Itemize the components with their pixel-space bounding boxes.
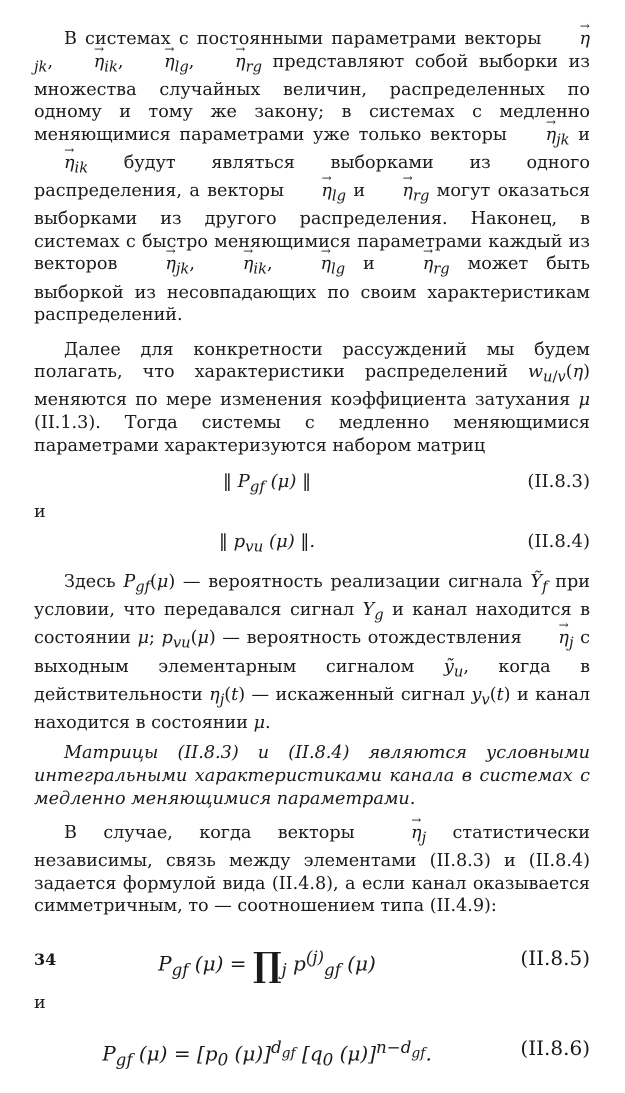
- page-number: 34: [34, 950, 57, 969]
- paragraph-2: Далее для конкретности рассуждений мы будем полагать, что характеристики распределений $w_{u/v}(\eta)$ меняются по мере изменения коэффициента затухания μ (II.1.3). Тогда системы с медленно меняющимися параметрами характеризуются набором матриц: [34, 339, 590, 456]
- paragraph-3: Здесь $P_{gf}(\mu)$ — вероятность реализации сигнала Ỹ$_f$ при условии, что передавался сигнал $Y_g$ и канал находится в состоянии μ; $p_{vu}(\mu)$ — вероятность отождествления → $\eta_j$ с выходным элементарным сигналом ỹ$_u$, когда в действительности $\eta_j(t)$ — искаженный сигнал $y_v(t)$ и канал находится в состоянии μ.: [34, 571, 590, 734]
- paragraph-5: В случае, когда векторы → $\eta_j$ статистически независимы, связь между элементами (II.8.3) и (II.8.4) задается формулой вида (II.4.8), а если канал оказывается симметричным, то — соотношением типа (II.4.9):: [34, 822, 590, 918]
- equation-number: (II.8.3): [527, 471, 590, 493]
- paragraph-1: В системах с постоянными параметрами векторы → $\eta_{jk}$, → $\eta_{ik}$, → $\eta_{lg}$, → $\eta_{rg}$ представляют собой выборки из множества случайных величин, распределенных по одному и тому же закону; в системах с медленно меняющимися параметрами уже только векторы → $\eta_{jk}$ $и \to \eta_{ik}$ будут являться выборками из одного распределения, а векторы → $\eta_{lg}$ $и \to \eta_{rg}$ могут оказаться выборками из другого распределения. Наконец, в системах с быстро меняющимися параметрами каждый из векторов → $\eta_{jk}$, → $\eta_{ik}$, → $\eta_{lg}$ $и \to \eta_{rg}$ может быть выборкой из несовпадающих по своим характеристикам распределений.: [34, 28, 590, 327]
- conjunction-and: и: [34, 502, 46, 523]
- equation-number: (II.8.6): [520, 1036, 590, 1060]
- equation-II-8-5: $P_{gf}$ $(\mu) = \prod_j$ $p^{(j)}_{gf}$ (μ) (II.8.5): [34, 926, 590, 990]
- equation-II-8-6: $P_{gf}$ $(\mu) = [p_0$ (μ)]$^{d_{gf}}$ [$q_0$ (μ)]$^{n-d_{gf}}$. (II.8.6): [34, 1016, 590, 1080]
- equation-number: (II.8.5): [520, 946, 590, 970]
- equation-number: (II.8.4): [527, 531, 590, 553]
- conjunction-and: и: [34, 993, 46, 1013]
- equation-II-8-4: ‖ $p_{vu}$ (μ) ‖. (II.8.4): [34, 525, 590, 559]
- product-symbol: ∏: [252, 945, 282, 986]
- paragraph-4: Матрицы (II.8.3) и (II.8.4) являются условными интегральными характеристиками канала в системах с медленно меняющимися параметрами.: [34, 743, 590, 809]
- page-body: [34, 28, 590, 1080]
- equation-II-8-3: ‖ $P_{gf}$ (μ) ‖ (II.8.3): [34, 465, 590, 499]
